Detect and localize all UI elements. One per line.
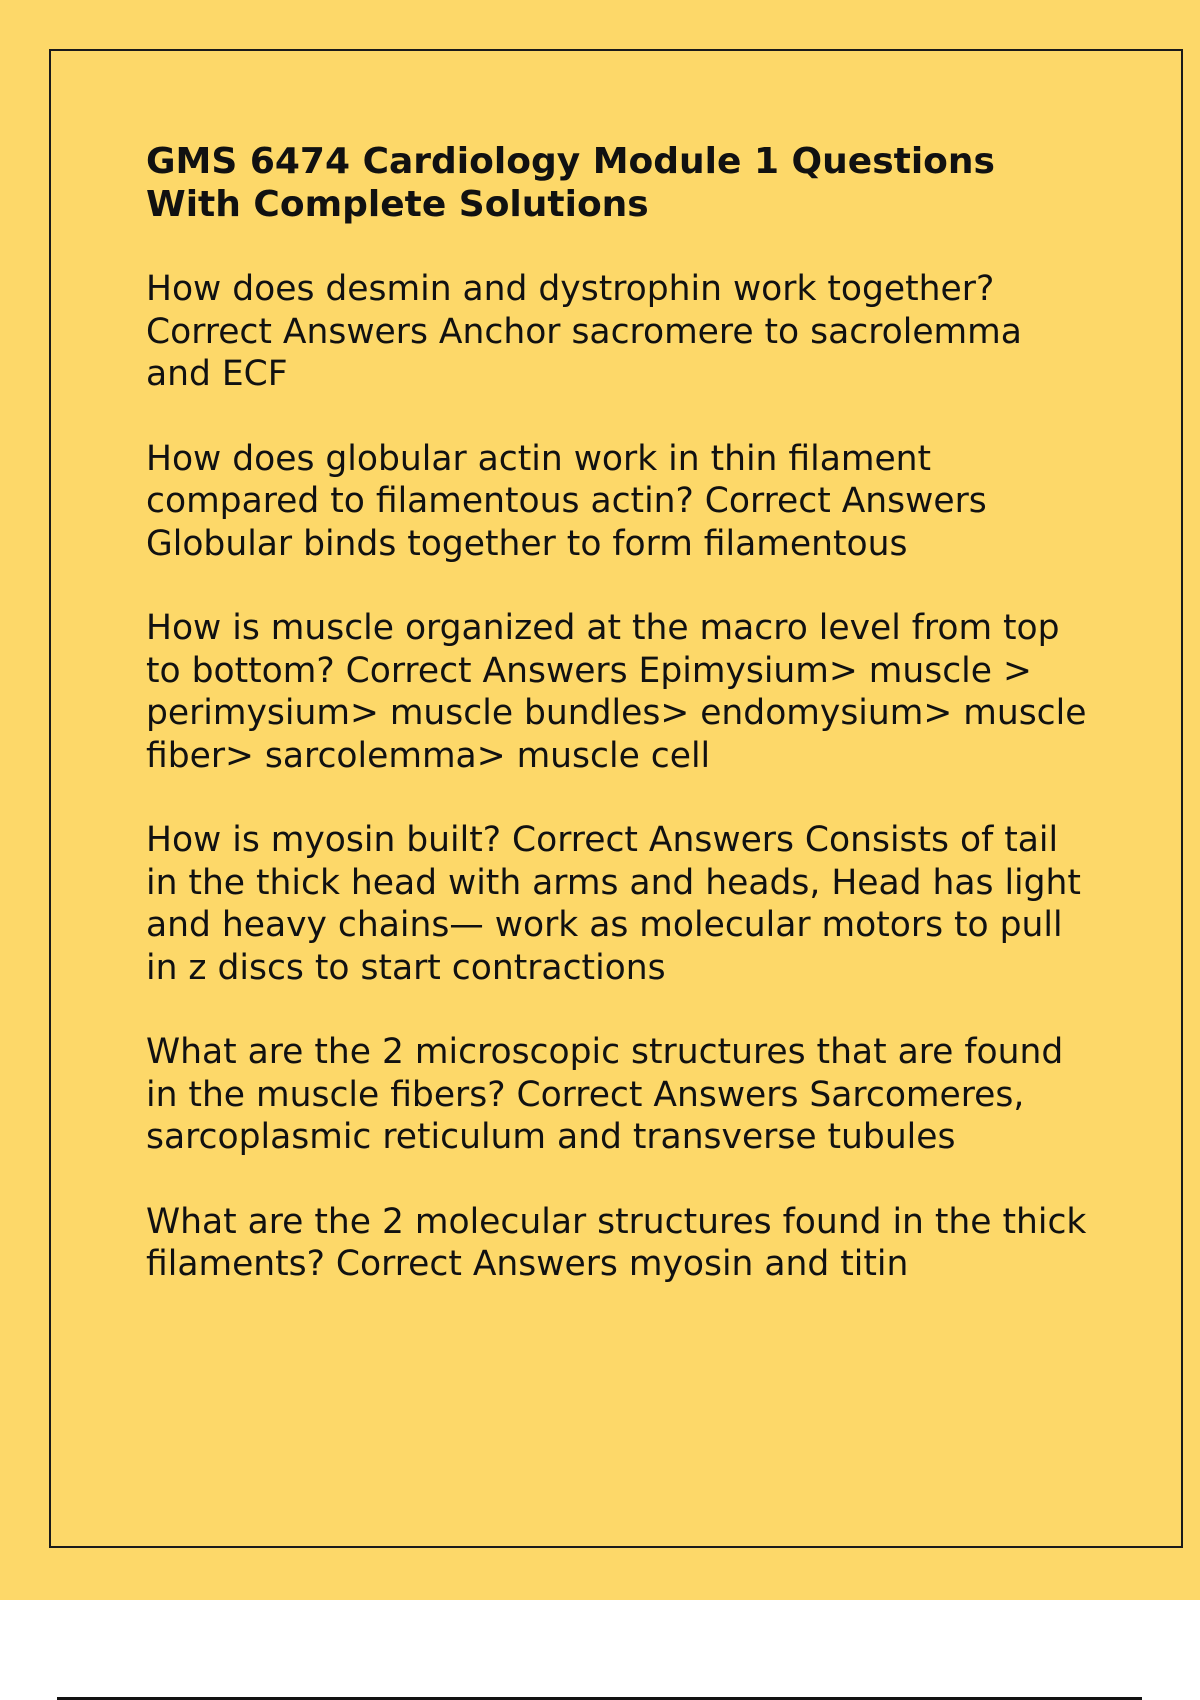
qa-item: What are the 2 microscopic structures that are found in the muscle fibers? Correct Answers Sarcomeres, sarcoplasmic reticulum and transverse tubules — [146, 1032, 1064, 1157]
qa-item: How is muscle organized at the macro level from top to bottom? Correct Answers Epimysium> muscle > perimysium> muscle bundles> endomysium> muscle fiber> sarcolemma> muscle cell — [146, 608, 1087, 776]
document-title: GMS 6474 Cardiology Module 1 Questions With Complete Solutions — [146, 141, 995, 225]
qa-item: How does globular actin work in thin filament compared to filamentous actin? Correct Answers Globular binds together to form filamentous — [146, 438, 987, 564]
qa-item: What are the 2 molecular structures found in the thick filaments? Correct Answers myosin and titin — [146, 1201, 1087, 1284]
qa-item: How is myosin built? Correct Answers Consists of tail in the thick head with arms and heads, Head has light and heavy chains— work as molecular motors to pull in z discs to start contractions — [146, 820, 1081, 988]
document-body — [146, 140, 1096, 1328]
qa-item: How does desmin and dystrophin work together? Correct Answers Anchor sacromere to sacrolemma and ECF — [146, 269, 1022, 394]
